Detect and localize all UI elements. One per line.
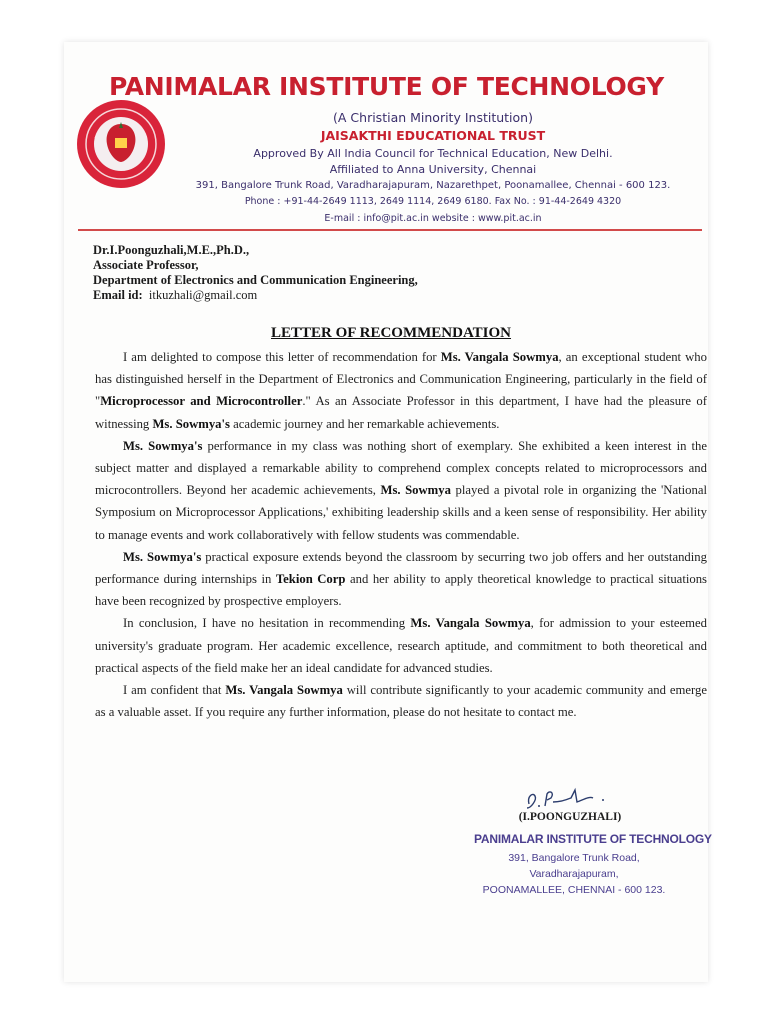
trust-name: JAISAKTHI EDUCATIONAL TRUST	[320, 128, 546, 143]
text-run: I am delighted to compose this letter of recommendation for	[123, 350, 441, 364]
signatory-name: (I.POONGUZHALI)	[518, 811, 622, 823]
text-run: ." As an Associate Professor in this department, I have had the pleasure of witnessing	[95, 394, 707, 431]
student-name: Ms. Vangala Sowmya	[225, 683, 343, 698]
text-run: academic journey and her remarkable achievements.	[230, 416, 500, 431]
sender-email	[93, 288, 513, 303]
header-divider	[78, 229, 702, 231]
institution-subtitle: (A Christian Minority Institution)	[333, 110, 533, 125]
email-value[interactable]: itkuzhali@gmail.com	[148, 288, 258, 302]
sender-department: Department of Electronics and Communication Engineering,	[93, 273, 418, 287]
email-label: Email id:	[93, 288, 143, 302]
paragraph-4	[95, 612, 707, 679]
text-run: , for admission to your esteemed university's graduate program. Her academic excellence, research aptitude, and commitment to both theoretical and practical aspects of the field make her an ideal candidate for advanced studies.	[95, 616, 707, 675]
paragraph-5	[95, 679, 707, 723]
address-line: 391, Bangalore Trunk Road, Varadharajapuram, Nazarethpet, Poonamallee, Chennai - 600 123.	[195, 180, 671, 191]
letter-title: LETTER OF RECOMMENDATION	[271, 325, 512, 341]
sender-name: Dr.I.Poonguzhali,M.E.,Ph.D.,	[93, 243, 250, 257]
student-name: Ms. Vangala Sowmya	[440, 350, 559, 364]
paragraph-2	[95, 435, 707, 546]
text-run: performance in my class was nothing short of exemplary. She exhibited a keen interest in the subject matter and displayed a remarkable ability to comprehend complex concepts related to microprocessors and microcontrollers. Beyond her academic achievements,	[95, 438, 707, 498]
student-name: Ms. Sowmya	[380, 483, 451, 498]
text-run: , an exceptional student who has distinguished herself in the Department of Electronics and Communication Engineering, particularly in the field of "	[95, 350, 707, 409]
stamp-address-line-2: Varadharajapuram,	[529, 868, 619, 880]
letter-body	[95, 346, 707, 723]
student-name: Ms. Sowmya's	[152, 416, 230, 431]
stamp-address-line-3: POONAMALLEE, CHENNAI - 600 123.	[482, 884, 666, 896]
email-website-line: E-mail : info@pit.ac.in website : www.pit.ac.in	[324, 213, 542, 224]
approval-line: Approved By All India Council for Technical Education, New Delhi.	[253, 147, 613, 160]
stamp-address-line-1: 391, Bangalore Trunk Road,	[508, 852, 640, 864]
paragraph-3	[95, 546, 707, 613]
stamp-institution: PANIMALAR INSTITUTE OF TECHNOLOGY	[474, 832, 712, 846]
text-run: practical exposure extends beyond the classroom by securring two job offers and her outstanding performance during internships in	[95, 549, 707, 587]
subject-name: Microprocessor and Microcontroller	[100, 394, 303, 409]
text-run: I am confident that	[123, 683, 226, 698]
handwritten-signature	[523, 786, 611, 812]
student-name: Ms. Sowmya's	[123, 549, 202, 564]
text-run: In conclusion, I have no hesitation in recommending	[123, 616, 411, 631]
company-name: Tekion Corp	[275, 572, 346, 587]
institution-name: PANIMALAR INSTITUTE OF TECHNOLOGY	[109, 72, 664, 101]
affiliation-line: Affiliated to Anna University, Chennai	[329, 163, 537, 176]
text-run: will contribute significantly to your academic community and emerge as a valuable asset. If you require any further information, please do not hesitate to contact me.	[95, 683, 707, 720]
text-run: and her ability to apply theoretical knowledge to practical situations have been recognized by prospective employers.	[95, 572, 707, 609]
college-crest-icon	[75, 98, 167, 190]
student-name: Ms. Vangala Sowmya	[410, 616, 531, 631]
sender-designation: Associate Professor,	[93, 258, 199, 272]
sender-block	[93, 243, 513, 303]
phone-line: Phone : +91-44-2649 1113, 2649 1114, 2649 6180. Fax No. : 91-44-2649 4320	[244, 196, 622, 207]
text-run: played a pivotal role in organizing the 'National Symposium on Microprocessor Applications,' exhibiting leadership skills and a keen sense of responsibility. Her ability to manage events and work collaboratively with fellow students was commendable.	[95, 483, 707, 542]
student-name: Ms. Sowmya's	[123, 438, 203, 453]
paragraph-1	[95, 346, 707, 435]
